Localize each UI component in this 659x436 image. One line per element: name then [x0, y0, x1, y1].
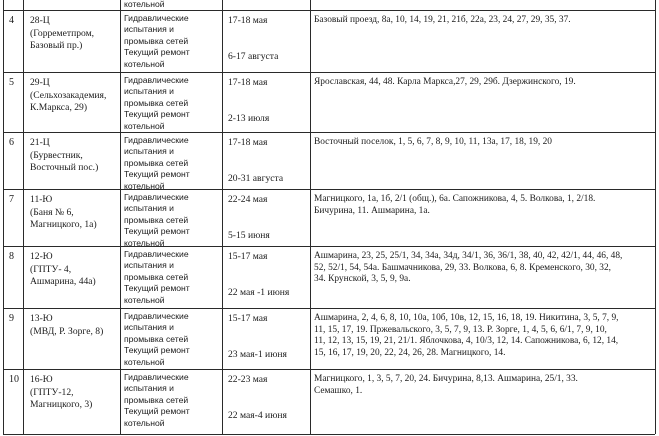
repair-dates: 20-31 августа [228, 173, 284, 184]
work-description-line: котельной [124, 294, 165, 305]
work-description-line: промывка сетей [124, 333, 189, 344]
row-rule [3, 369, 655, 370]
work-description-line: Текущий ремонт [124, 406, 190, 417]
column-rule [3, 0, 4, 434]
address-line: Магницкого, 1а, 1б, 2/1 (общ.), 6а. Сапожникова, 4, 5. Волкова, 1, 2/18. [314, 194, 596, 204]
work-description-line: Гидравлические [124, 13, 189, 23]
work-description-line: промывка сетей [124, 214, 189, 225]
test-dates: 17-18 мая [228, 15, 268, 26]
row-rule [3, 246, 655, 247]
column-rule [23, 0, 24, 434]
work-description-line: промывка сетей [124, 157, 189, 168]
address-line: 52, 52/1, 54, 54а. Башмачникова, 29, 33. Волкова, 6, 8. Кременского, 30, 32, [314, 262, 611, 273]
work-description-line: Гидравлические [124, 135, 189, 145]
row-rule [3, 10, 655, 11]
row-number: 7 [9, 194, 14, 205]
address-line: Восточный поселок, 1, 5, 6, 7, 8, 9, 10, 11, 13а, 17, 18, 19, 20 [314, 137, 552, 147]
work-description-line: испытания и [124, 203, 174, 214]
zone-name-line: (Сельхозакадемия, [30, 89, 107, 101]
test-dates: 15-17 мая [228, 251, 268, 262]
work-description-line: Гидравлические [124, 249, 189, 259]
zone-name-line: (ГПТУ-12, [30, 386, 74, 398]
work-description-line: Текущий ремонт [124, 345, 190, 356]
work-description-line: Текущий ремонт [124, 169, 190, 180]
zone-name-line: 12-Ю [30, 251, 53, 262]
test-dates: 15-17 мая [228, 313, 268, 324]
work-description-line: испытания и [124, 24, 174, 35]
work-description-line: промывка сетей [124, 97, 189, 108]
zone-name-line: 13-Ю [30, 313, 53, 324]
row-number: 10 [9, 374, 19, 385]
work-description-line: испытания и [124, 322, 174, 333]
address-line: 34. Крунской, 3, 5, 9, 9а. [314, 274, 411, 285]
column-rule [120, 0, 121, 434]
zone-name-line: (МВД, Р. Зорге, 8) [30, 325, 104, 337]
zone-name-line: (Горреметпром, [30, 27, 95, 39]
work-description-line: испытания и [124, 260, 174, 271]
work-description-line: котельной [124, 356, 165, 367]
work-description-line: Текущий ремонт [124, 226, 190, 237]
address-line: Базовый проезд, 8а, 10, 14, 19, 21, 21б, 22а, 23, 24, 27, 29, 35, 37. [314, 15, 571, 25]
row-rule [3, 434, 655, 435]
work-description-line: Текущий ремонт [124, 283, 190, 294]
work-description-line: промывка сетей [124, 271, 189, 282]
work-description-line: котельной [124, 58, 165, 69]
work-description-line: котельной [124, 417, 165, 428]
address-line: 11, 12, 13, 15, 19, 21, 21/1. Яблочкова, 4, 10/3, 12, 14. Сапожникова, 6, 12, 14, [314, 336, 619, 347]
zone-name-line: К.Маркса, 29) [30, 102, 88, 113]
zone-name-line: 28-Ц [30, 15, 50, 26]
zone-name-line: Базовый пр.) [30, 40, 83, 51]
column-rule [222, 0, 223, 434]
zone-name-line: 29-Ц [30, 77, 50, 88]
repair-dates: 2-13 июля [228, 113, 270, 124]
test-dates: 17-18 мая [228, 137, 268, 148]
work-description-line: промывка сетей [124, 394, 189, 405]
address-line: Семашко, 1. [314, 385, 363, 396]
work-description-line: котельной [124, 237, 165, 248]
zone-name-line: 21-Ц [30, 137, 50, 148]
zone-name-line: (ГПТУ- 4, [30, 263, 72, 275]
zone-name-line: Восточный пос.) [30, 162, 99, 173]
address-line: Ярославская, 44, 48. Карла Маркса,27, 29, 29б. Дзержинского, 19. [314, 77, 576, 87]
repair-dates: 6-17 августа [228, 51, 279, 62]
row-rule [3, 132, 655, 133]
zone-name-line: (Бурвестник, [30, 149, 83, 161]
work-description-line: котельной [124, 120, 165, 131]
row-number: 6 [9, 137, 14, 148]
address-line: 15, 16, 17, 19, 20, 22, 24, 26, 28. Магницкого, 14. [314, 347, 506, 358]
work-description-line: испытания и [124, 86, 174, 97]
work-description-line: Гидравлические [124, 311, 189, 321]
work-description-line: испытания и [124, 383, 174, 394]
work-description-line: Текущий ремонт [124, 109, 190, 120]
address-line: Магницкого, 1, 3, 5, 7, 20, 24. Бичурина, 8,13. Ашмарина, 25/1, 33. [314, 374, 578, 384]
zone-name-line: Ашмарина, 44а) [30, 276, 96, 287]
test-dates: 17-18 мая [228, 77, 268, 88]
work-description-line: Текущий ремонт [124, 47, 190, 58]
repair-dates: 5-15 июня [228, 230, 270, 241]
row-rule [3, 308, 655, 309]
row-rule [3, 72, 655, 73]
repair-dates: 22 мая -1 июня [228, 287, 290, 298]
test-dates: 22-23 мая [228, 374, 268, 385]
zone-name-line: (Баня № 6, [30, 206, 74, 218]
zone-name-line: 11-Ю [30, 194, 53, 205]
work-description-line: испытания и [124, 146, 174, 157]
column-rule [310, 0, 311, 434]
row-rule [3, 189, 655, 190]
address-line: 11, 15, 17, 19. Пржевальского, 3, 5, 7, 9, 13. Р. Зорге, 1, 4, 5, 6, 6/1, 7, 9, 10, [314, 324, 607, 335]
address-line: Ашмарина, 2, 4, 6, 8, 10, 10а, 10б, 10в, 12, 15, 16, 18, 19. Никитина, 3, 5, 7, 9, [314, 313, 619, 323]
work-description-line: Гидравлические [124, 372, 189, 382]
address-line: Ашмарина, 23, 25, 25/1, 34, 34а, 34д, 34/1, 36, 36/1, 38, 40, 42, 42/1, 44, 46, 48, [314, 251, 623, 261]
test-dates: 22-24 мая [228, 194, 268, 205]
row-number: 5 [9, 77, 14, 88]
repair-dates: 22 мая-4 июня [228, 410, 287, 421]
row-number: 4 [9, 15, 14, 26]
work-description-line: Гидравлические [124, 75, 189, 85]
zone-name-line: Магницкого, 1а) [30, 219, 97, 230]
work-description-line: промывка сетей [124, 35, 189, 46]
address-line: Бичурина, 11. Ашмарина, 1а. [314, 205, 430, 216]
work-description-line: Гидравлические [124, 192, 189, 202]
row-number: 9 [9, 313, 14, 324]
repair-dates: 23 мая-1 июня [228, 349, 287, 360]
top-fragment-text: котельной [124, 0, 165, 9]
zone-name-line: Магницкого, 3) [30, 399, 93, 410]
column-rule [655, 0, 656, 434]
zone-name-line: 16-Ю [30, 374, 53, 385]
row-number: 8 [9, 251, 14, 262]
work-description-line: котельной [124, 180, 165, 191]
